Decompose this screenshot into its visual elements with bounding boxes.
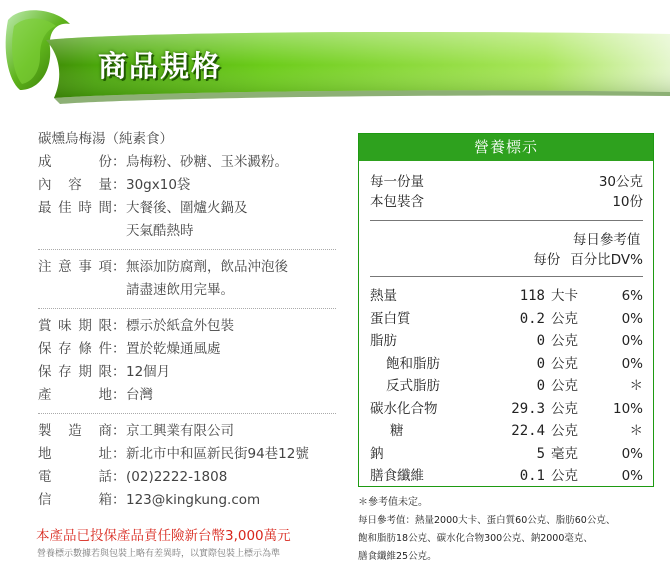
spec-label-char: 量 [98, 177, 112, 193]
nutrient-name: 蛋白質 [370, 310, 411, 327]
nutrient-unit: 公克 [551, 400, 578, 417]
nutrient-amount: 0.2 [519, 310, 545, 327]
spec-label-char: 賞 [38, 318, 52, 334]
nutrient-daily-value: 0% [621, 355, 643, 372]
spec-label-char: 信 [38, 492, 52, 508]
nutrient-amount: 0 [536, 378, 545, 394]
spec-label [38, 443, 112, 466]
nutrient-daily-value: 0% [621, 468, 643, 484]
nutrient-amount: 29.3 [511, 400, 545, 417]
spec-label-char: 產 [38, 387, 52, 403]
spec-label [38, 174, 112, 197]
nutrient-name: 脂肪 [370, 333, 397, 349]
nutrition-column-header [370, 221, 643, 277]
nutrient-amount: 118 [519, 288, 545, 304]
spec-row [38, 420, 336, 443]
nutrient-row [370, 375, 643, 398]
nutrient-row [370, 465, 643, 488]
divider [38, 308, 336, 309]
servings-per-pack-value: 10份 [612, 194, 643, 210]
nutrient-daily-value: 0% [621, 310, 643, 327]
spec-value: 置於乾燥通風處 [126, 341, 221, 357]
nutrient-row [370, 308, 643, 331]
spec-label-char: 最 [38, 200, 52, 216]
page-title: 商品規格 [98, 49, 223, 83]
spec-row [38, 361, 336, 384]
per-serving-header: 每份 [533, 252, 561, 268]
spec-row [38, 338, 336, 361]
spec-colon: ： [112, 364, 126, 380]
insurance-notice: 本產品已投保產品責任險新台幣3,000萬元 [36, 528, 291, 544]
spec-notice-cont: 請盡速飲用完畢。 [126, 282, 234, 298]
spec-value: 新北市中和區新民街94巷12號 [126, 446, 309, 462]
nutrient-amount: 22.4 [511, 423, 545, 439]
nutrient-daily-value: 0% [621, 445, 643, 462]
spec-label-char: 佳 [58, 200, 72, 216]
spec-colon: ： [112, 259, 126, 275]
spec-colon: ： [112, 469, 126, 485]
nutrient-amount: 5 [536, 445, 545, 462]
spec-value: 烏梅粉、砂糖、玉米澱粉。 [126, 154, 288, 170]
nutrient-daily-value: 10% [612, 400, 643, 417]
spec-label-char: 成 [38, 154, 52, 170]
nutrient-row [370, 353, 643, 376]
footnote-lines [358, 512, 658, 566]
spec-group-basic [38, 151, 336, 220]
daily-value-header-line1: 每日參考值 [572, 232, 641, 248]
spec-value: 大餐後、圍爐火鍋及 [126, 200, 248, 216]
spec-colon: ： [112, 446, 126, 462]
nutrient-unit: 大卡 [551, 288, 578, 304]
divider [38, 249, 336, 250]
spec-list [38, 128, 336, 512]
divider [38, 413, 336, 414]
spec-label-char: 址 [98, 446, 112, 462]
spec-row [38, 151, 336, 174]
spec-group-storage [38, 315, 336, 407]
nutrient-row [370, 330, 643, 353]
spec-label-char: 份 [98, 154, 112, 170]
spec-best-time-cont: 天氣酷熱時 [126, 223, 194, 239]
spec-label-char: 存 [58, 364, 72, 380]
spec-label-char: 造 [68, 423, 82, 439]
footnote-line: 每日參考值：熱量2000大卡、蛋白質60公克、脂肪60公克、 [358, 515, 616, 526]
spec-label [38, 361, 112, 384]
spec-label-char: 意 [58, 259, 72, 275]
spec-label [38, 197, 112, 220]
footnote-line: 飽和脂肪18公克、碳水化合物300公克、鈉2000毫克、 [358, 533, 593, 544]
nutrient-daily-value: 6% [621, 288, 643, 304]
nutrient-row [370, 398, 643, 421]
spec-colon: ： [112, 341, 126, 357]
spec-value: 無添加防腐劑，飲品沖泡後 [126, 259, 288, 275]
spec-value: 12個月 [126, 364, 171, 380]
spec-row [38, 256, 336, 279]
nutrient-amount: 0 [536, 333, 545, 349]
nutrient-daily-value: ＊ [629, 423, 643, 439]
spec-label-char: 電 [38, 469, 52, 485]
daily-value-header-line2: 百分比DV% [570, 252, 643, 268]
footnote-head: ＊參考值未定。 [358, 497, 428, 508]
spec-label [38, 420, 112, 443]
spec-label-char: 期 [78, 318, 92, 334]
spec-label-char: 期 [78, 364, 92, 380]
nutrition-title: 營養標示 [359, 134, 653, 161]
spec-row [38, 174, 336, 197]
spec-row [38, 466, 336, 489]
spec-label [38, 256, 112, 279]
spec-colon: ： [112, 154, 126, 170]
nutrient-name: 碳水化合物 [370, 400, 438, 417]
nutrient-name: 鈉 [370, 445, 384, 462]
nutrient-amount: 0.1 [519, 468, 545, 484]
nutrient-name: 膳食纖維 [370, 468, 424, 484]
spec-value: 標示於紙盒外包裝 [126, 318, 234, 334]
nutrient-name: 飽和脂肪 [386, 355, 440, 372]
nutrient-rows [370, 277, 643, 488]
nutrient-amount: 0 [536, 355, 545, 372]
nutrient-unit: 毫克 [551, 445, 578, 462]
serving-size-value: 30公克 [598, 174, 643, 190]
spec-group-contact [38, 420, 336, 512]
serving-info [370, 161, 643, 221]
spec-label-char: 地 [38, 446, 52, 462]
spec-label-char: 事 [78, 259, 92, 275]
nutrient-unit: 公克 [551, 378, 578, 394]
spec-label-char: 限 [98, 364, 112, 380]
spec-label [38, 489, 112, 512]
spec-group-notice [38, 256, 336, 279]
nutrient-name: 糖 [390, 423, 404, 439]
spec-label-char: 味 [58, 318, 72, 334]
product-name: 碳燻烏梅湯（純素食） [38, 131, 173, 147]
serving-size-label: 每一份量 [370, 174, 424, 190]
nutrient-row [370, 285, 643, 308]
daily-value-header [570, 230, 643, 270]
spec-colon: ： [112, 492, 126, 508]
nutrient-daily-value: ＊ [629, 378, 643, 394]
nutrient-name: 熱量 [370, 288, 397, 304]
spec-colon: ： [112, 423, 126, 439]
spec-colon: ： [112, 177, 126, 193]
nutrient-row [370, 443, 643, 466]
spec-label-char: 間 [98, 200, 112, 216]
spec-label [38, 384, 112, 407]
spec-label-char: 內 [38, 177, 52, 193]
spec-value: 123@kingkung.com [126, 492, 261, 508]
nutrient-unit: 公克 [551, 333, 578, 349]
spec-colon: ： [112, 200, 126, 216]
spec-label [38, 338, 112, 361]
spec-label-char: 保 [38, 341, 52, 357]
spec-row [38, 489, 336, 512]
spec-label-char: 時 [78, 200, 92, 216]
nutrient-daily-value: 0% [621, 333, 643, 349]
spec-colon: ： [112, 387, 126, 403]
spec-label-char: 製 [38, 423, 52, 439]
servings-per-pack-label: 本包裝含 [370, 194, 424, 210]
spec-value: 30gx10袋 [126, 177, 191, 193]
spec-label [38, 466, 112, 489]
spec-colon: ： [112, 318, 126, 334]
spec-row [38, 443, 336, 466]
nutrient-unit: 公克 [551, 355, 578, 372]
disclaimer-text: 營養標示數據若與包裝上略有差異時，以實際包裝上標示為準 [37, 549, 281, 559]
nutrition-footnote [358, 494, 658, 566]
spec-label [38, 151, 112, 174]
spec-label-char: 商 [98, 423, 112, 439]
spec-label-char: 箱 [98, 492, 112, 508]
nutrition-facts-panel [358, 133, 654, 487]
spec-value: 京工興業有限公司 [126, 423, 234, 439]
spec-label-char: 條 [78, 341, 92, 357]
spec-label-char: 存 [58, 341, 72, 357]
spec-label-char: 件 [98, 341, 112, 357]
nutrient-name: 反式脂肪 [386, 378, 440, 394]
nutrient-unit: 公克 [551, 423, 578, 439]
spec-label-char: 容 [68, 177, 82, 193]
nutrient-unit: 公克 [551, 468, 578, 484]
spec-label-char: 話 [98, 469, 112, 485]
spec-label-char: 項 [98, 259, 112, 275]
spec-row [38, 384, 336, 407]
spec-label-char: 保 [38, 364, 52, 380]
spec-label-char: 注 [38, 259, 52, 275]
spec-label-char: 限 [98, 318, 112, 334]
footnote-line: 膳食纖維25公克。 [358, 551, 437, 562]
spec-label [38, 315, 112, 338]
spec-row [38, 197, 336, 220]
spec-label-char: 地 [98, 387, 112, 403]
nutrient-row [370, 420, 643, 443]
spec-row [38, 315, 336, 338]
spec-value: (02)2222-1808 [126, 469, 228, 485]
nutrient-unit: 公克 [551, 310, 578, 327]
header-banner [0, 0, 670, 110]
spec-value: 台灣 [126, 387, 153, 403]
